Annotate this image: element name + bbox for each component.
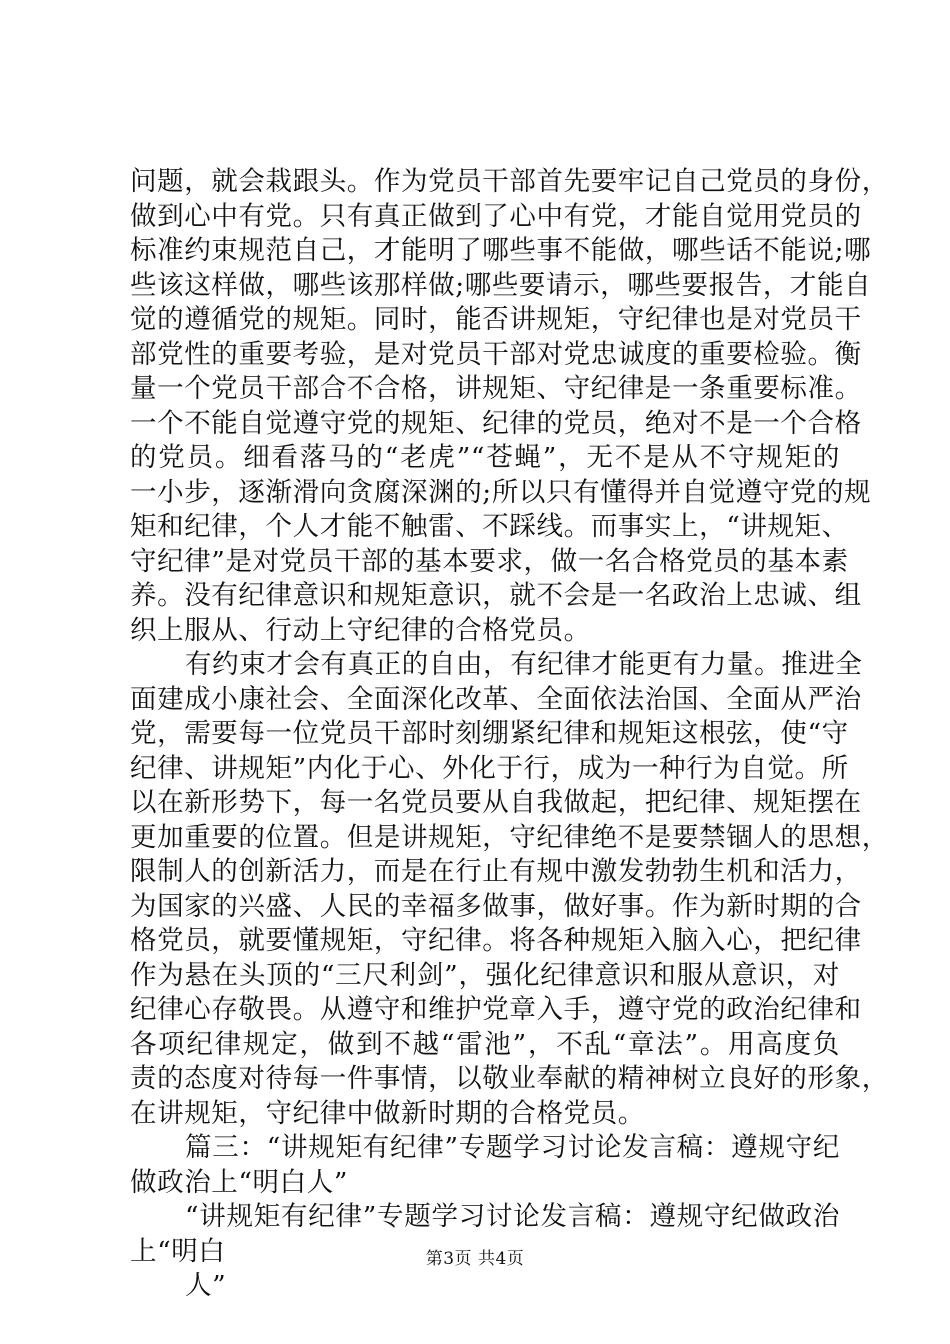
text-line: 为国家的兴盛、人民的幸福多做事，做好事。作为新时期的合	[130, 890, 862, 922]
text-line: 一个不能自觉遵守党的规矩、纪律的党员，绝对不是一个合格	[130, 407, 862, 439]
title-line: “讲规矩有纪律”专题学习讨论发言稿：遵规守纪做政治	[185, 1201, 840, 1232]
text-line: 问题，就会栽跟头。作为党员干部首先要牢记自己党员的身份，	[130, 166, 889, 197]
text-line: 作为悬在头顶的“三尺利剑”，强化纪律意识和服从意识，对	[130, 959, 840, 991]
text-line: 党，需要每一位党员干部时刻绷紧纪律和规矩这根弦，使“守	[130, 718, 849, 749]
text-line: 些该这样做，哪些该那样做;哪些要请示，哪些要报告，才能自	[130, 269, 872, 301]
text-line: 标准约束规范自己，才能明了哪些事不能做，哪些话不能说;哪	[130, 235, 872, 266]
text-line: 矩和纪律，个人才能不触雷、不踩线。而事实上，“讲规矩、	[130, 511, 849, 542]
text-line: 各项纪律规定，做到不越“雷池”，不乱“章法”。用高度负	[130, 1028, 840, 1060]
text-line: 觉的遵循党的规矩。同时，能否讲规矩，守纪律也是对党员干	[130, 304, 862, 335]
text-line: 在讲规矩，守纪律中做新时期的合格党员。	[130, 1097, 645, 1129]
page-footer: 第3页 共4页	[425, 1249, 525, 1269]
document-body	[130, 165, 889, 1304]
section-heading-line: 做政治上“明白人”	[130, 1166, 348, 1198]
text-line: 有约束才会有真正的自由，有纪律才能更有力量。推进全	[185, 649, 863, 680]
text-line: 量一个党员干部合不合格，讲规矩、守纪律是一条重要标准。	[130, 373, 862, 404]
text-line: 织上服从、行动上守纪律的合格党员。	[130, 614, 591, 646]
title-line: 上“明白	[130, 1235, 226, 1267]
text-line: 责的态度对待每一件事情，以敬业奉献的精神树立良好的形象，	[130, 1063, 889, 1094]
text-line: 一小步，逐渐滑向贪腐深渊的;所以只有懂得并自觉遵守党的规	[130, 476, 872, 508]
text-line: 以在新形势下，每一名党员要从自我做起，把纪律、规矩摆在	[130, 787, 862, 818]
section-heading-line: 篇三：“讲规矩有纪律”专题学习讨论发言稿：遵规守纪	[185, 1132, 840, 1163]
text-line: 更加重要的位置。但是讲规矩，守纪律绝不是要禁锢人的思想，	[130, 821, 889, 853]
text-line: 做到心中有党。只有真正做到了心中有党，才能自觉用党员的	[130, 200, 862, 232]
text-line: 养。没有纪律意识和规矩意识，就不会是一名政治上忠诚、组	[130, 580, 862, 611]
text-line: 守纪律”是对党员干部的基本要求，做一名合格党员的基本素	[130, 545, 849, 577]
text-line: 部党性的重要考验，是对党员干部对党忠诚度的重要检验。衡	[130, 338, 862, 370]
text-line: 的党员。细看落马的“老虎”“苍蝇”，无不是从不守规矩的	[130, 442, 840, 473]
text-line: 限制人的创新活力，而是在行止有规中激发勃勃生机和活力，	[130, 856, 862, 887]
text-line: 面建成小康社会、全面深化改革、全面依法治国、全面从严治	[130, 683, 862, 715]
text-line: 格党员，就要懂规矩，守纪律。将各种规矩入脑入心，把纪律	[130, 925, 862, 956]
text-line: 纪律、讲规矩”内化于心、外化于行，成为一种行为自觉。所	[130, 752, 849, 784]
title-line: 人”	[185, 1270, 227, 1301]
text-line: 纪律心存敬畏。从遵守和维护党章入手，遵守党的政治纪律和	[130, 994, 862, 1025]
